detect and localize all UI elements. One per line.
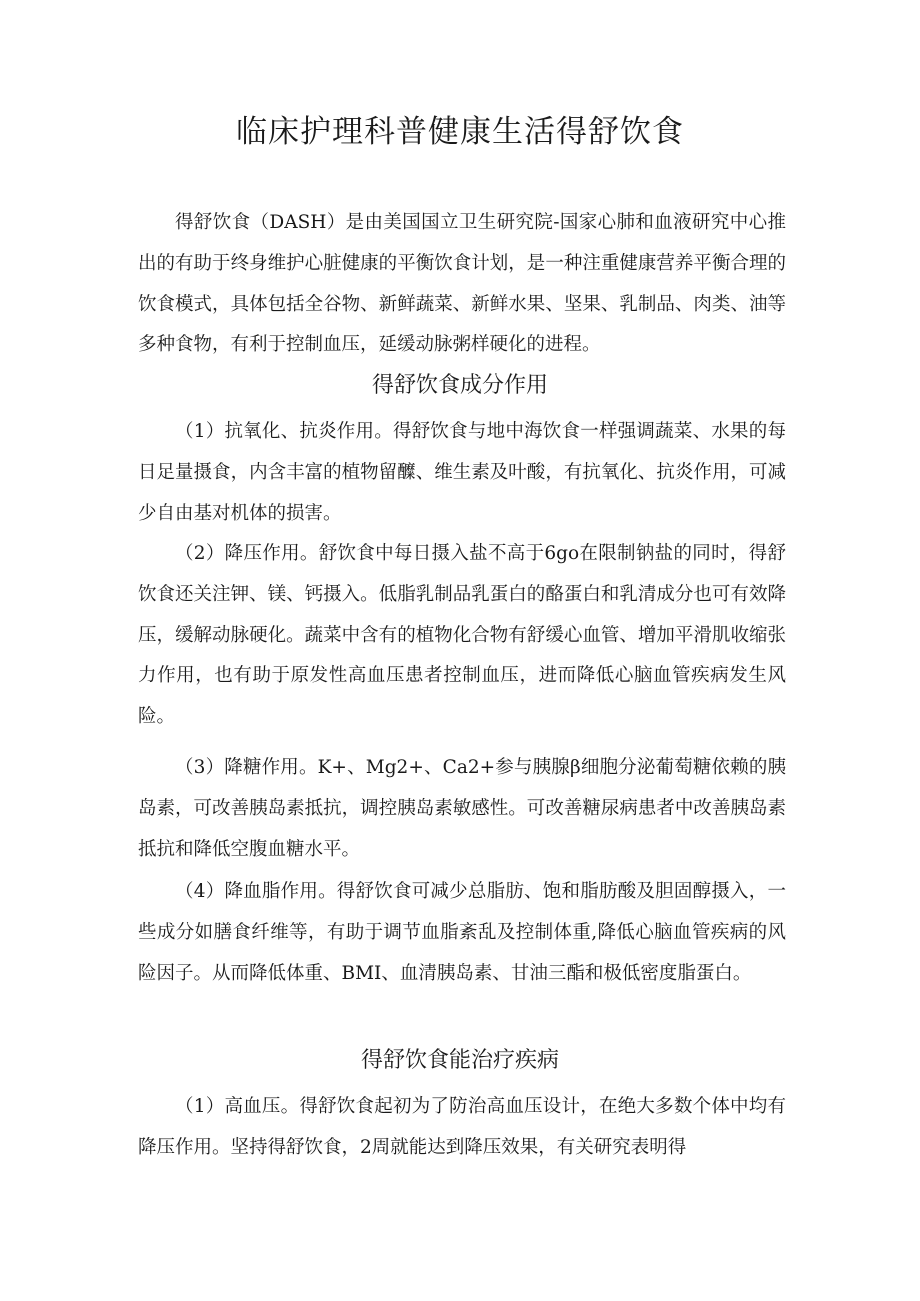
paragraph-hypertension: （1）高血压。得舒饮食起初为了防治高血压设计，在绝大多数个体中均有降压作用。坚持得舒饮食，2周就能达到降压效果，有关研究表明得 xyxy=(138,1096,786,1158)
section-heading-diseases: 得舒饮食能治疗疾病 xyxy=(360,1048,559,1073)
paragraph-blood-lipid: （4）降血脂作用。得舒饮食可减少总脂肪、饱和脂肪酸及胆固醇摄入，一些成分如膳食纤维等，有助于调节血脂紊乱及控制体重,降低心脑血管疾病的风险因子。从而降低体重、BMI、血清胰岛素、甘油三酯和极低密度脂蛋白。 xyxy=(138,881,786,984)
paragraph-blood-pressure: （2）降压作用。舒饮食中每日摄入盐不高于6go在限制钠盐的同时，得舒饮食还关注钾、镁、钙摄入。低脂乳制品乳蛋白的酪蛋白和乳清成分也可有效降压，缓解动脉硬化。蔬菜中含有的植物化合物有舒缓心血管、增加平滑肌收缩张力作用，也有助于原发性高血压患者控制血压，进而降低心脑血管疾病发生风险。 xyxy=(138,543,786,728)
paragraph-antioxidant: （1）抗氧化、抗炎作用。得舒饮食与地中海饮食一样强调蔬菜、水果的每日足量摄食，内含丰富的植物留醾、维生素及叶酸，有抗氧化、抗炎作用，可减少自由基对机体的损害。 xyxy=(138,421,786,524)
intro-paragraph: 得舒饮食（DASH）是由美国国立卫生研究院-国家心肺和血液研究中心推出的有助于终身维护心脏健康的平衡饮食计划，是一种注重健康营养平衡合理的饮食模式，具体包括全谷物、新鲜蔬菜、新鲜水果、坚果、乳制品、肉类、油等多种食物，有利于控制血压，延缓动脉粥样硬化的进程。 xyxy=(138,212,786,356)
section-heading-components: 得舒饮食成分作用 xyxy=(371,373,548,398)
document-title: 临床护理科普健康生活得舒饮食 xyxy=(236,114,684,150)
paragraph-blood-sugar: （3）降糖作用。K+、Mg2+、Ca2+参与胰腺β细胞分泌葡萄糖依赖的胰岛素，可改善胰岛素抵抗，调控胰岛素敏感性。可改善糖尿病患者中改善胰岛素抵抗和降低空腹血糖水平。 xyxy=(138,757,786,860)
